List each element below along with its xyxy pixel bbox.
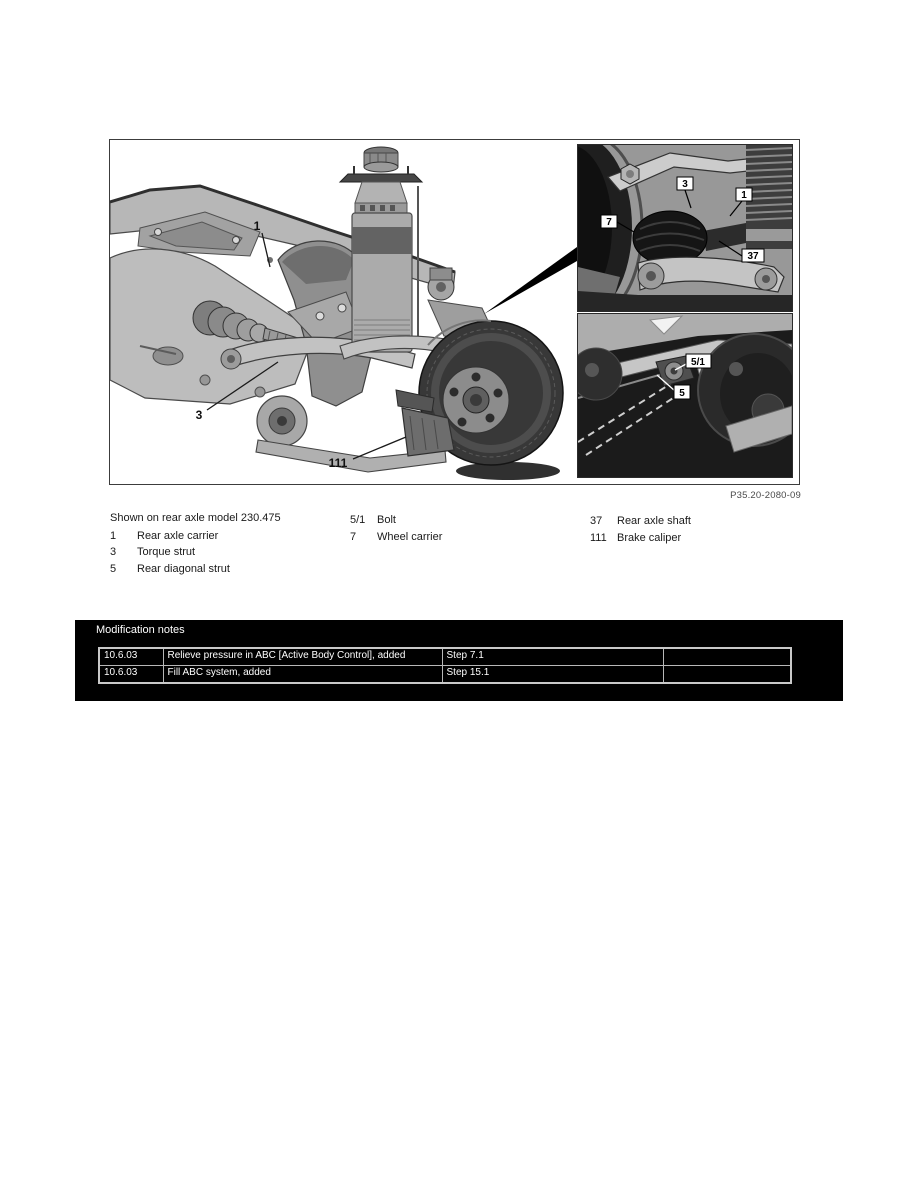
- inset-bottom-art: [578, 314, 792, 477]
- svg-text:3: 3: [195, 408, 203, 422]
- legend-item: [590, 530, 691, 547]
- svg-text:7: 7: [606, 217, 612, 228]
- legend-label: Brake caliper: [617, 531, 682, 544]
- legend-label: Rear diagonal strut: [137, 562, 230, 575]
- callout-wedge: [484, 247, 577, 314]
- legend-key: 7: [350, 530, 357, 543]
- mod-step-cell: Step 7.1: [442, 648, 663, 666]
- legend-label: Bolt: [377, 514, 396, 526]
- table-row: [99, 666, 791, 684]
- figure-caption: Shown on rear axle model 230.475: [110, 512, 281, 524]
- inset-bottom: [577, 313, 793, 478]
- bushing-shape: [257, 396, 307, 446]
- legend-key: 37: [590, 515, 603, 527]
- svg-text:37: 37: [747, 251, 759, 262]
- mod-date-cell: 10.6.03: [99, 666, 163, 684]
- figure-frame: [109, 139, 800, 485]
- mod-desc-cell: Fill ABC system, added: [163, 666, 442, 684]
- svg-text:111: 111: [328, 456, 348, 470]
- table-row: [99, 648, 791, 666]
- legend-item: [590, 513, 691, 530]
- figure-reference: P35.20-2080-09: [730, 490, 801, 501]
- inset-top-art: [578, 145, 792, 311]
- mod-extra-cell: [663, 666, 791, 684]
- legend-label: Wheel carrier: [377, 530, 443, 543]
- svg-text:5: 5: [679, 388, 685, 399]
- legend-key: 1: [110, 529, 117, 542]
- legend-key: 111: [590, 531, 607, 544]
- legend-item: [350, 512, 442, 529]
- legend-item: [110, 528, 281, 545]
- legend-column-1: [110, 510, 281, 577]
- svg-text:5/1: 5/1: [691, 357, 705, 368]
- disc-shadow: [456, 462, 560, 480]
- legend-item: [110, 561, 281, 578]
- abc-strut-shape: [340, 147, 422, 352]
- legend-key: 3: [110, 546, 117, 559]
- mod-extra-cell: [663, 648, 791, 666]
- legend-key: 5/1: [350, 514, 366, 526]
- svg-text:1: 1: [253, 219, 261, 233]
- modification-notes-band: [75, 620, 843, 701]
- inset-top: [577, 144, 793, 312]
- mod-step-cell: Step 15.1: [442, 666, 663, 684]
- mod-date-cell: 10.6.03: [99, 648, 163, 666]
- legend-label: Rear axle shaft: [617, 515, 691, 527]
- modification-notes-table: [98, 647, 792, 684]
- legend-item: [350, 529, 442, 546]
- legend-column-3: [590, 513, 691, 546]
- legend-column-2: [350, 512, 442, 545]
- modification-notes-title: Modification notes: [96, 624, 185, 636]
- svg-text:3: 3: [682, 179, 688, 190]
- svg-text:1: 1: [741, 190, 747, 201]
- legend-label: Rear axle carrier: [137, 529, 219, 542]
- legend-item: [110, 544, 281, 561]
- mod-desc-cell: Relieve pressure in ABC [Active Body Control], added: [163, 648, 442, 666]
- legend-key: 5: [110, 562, 117, 575]
- legend-label: Torque strut: [137, 546, 196, 559]
